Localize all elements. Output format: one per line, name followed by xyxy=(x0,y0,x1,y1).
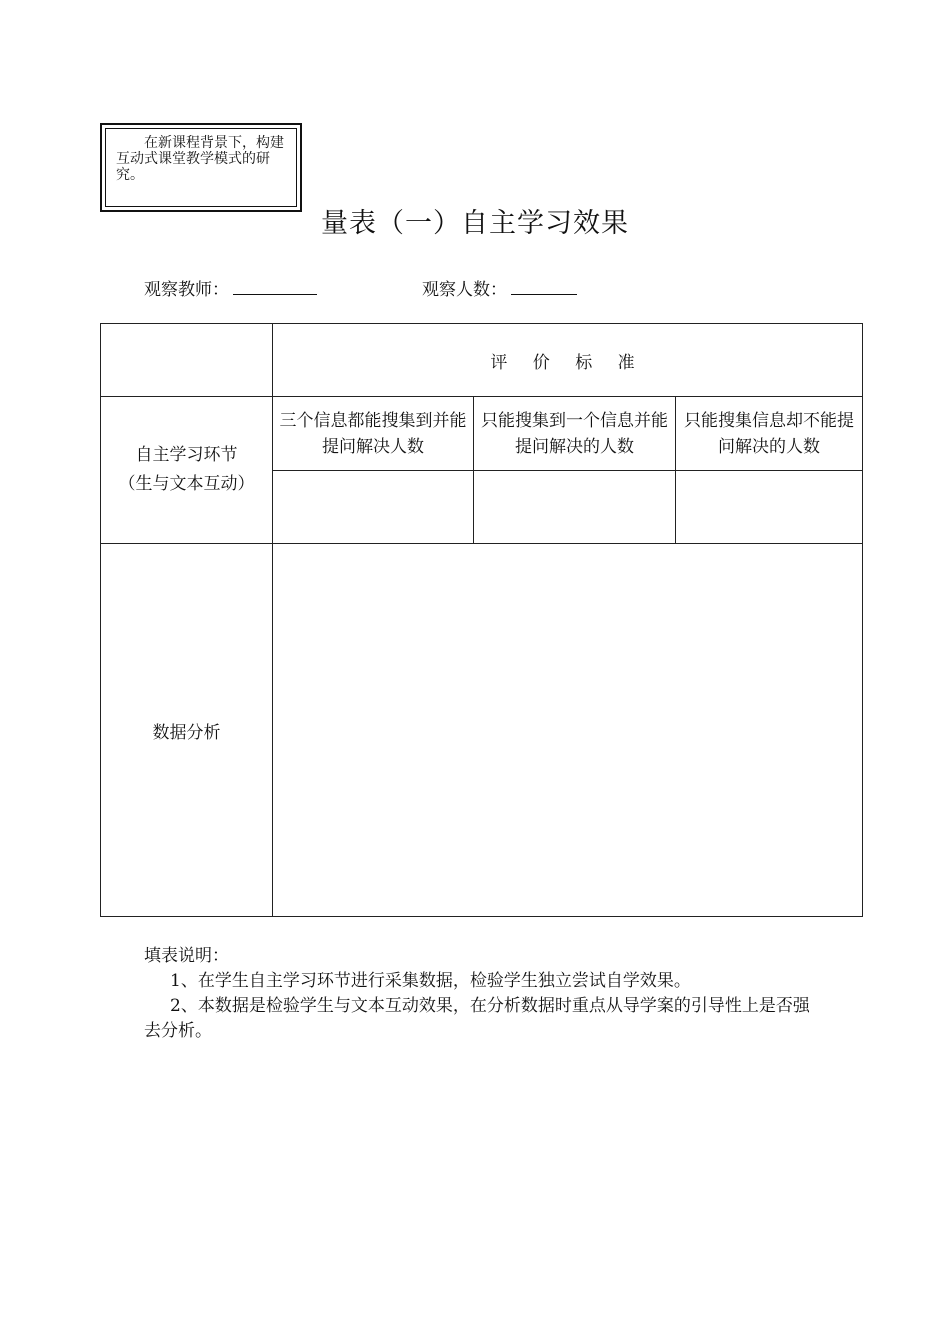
observer-count-blank[interactable] xyxy=(511,276,577,295)
stage-label-line2: （生与文本互动） xyxy=(118,474,255,494)
observer-count-label: 观察人数： xyxy=(422,280,507,300)
observer-teacher-blank[interactable] xyxy=(233,276,317,295)
filling-notes xyxy=(144,944,824,1044)
empty-corner-cell xyxy=(101,324,273,397)
topic-text: 在新课程背景下，构建互动式课堂教学模式的研究。 xyxy=(105,128,297,207)
analysis-cell[interactable] xyxy=(273,544,863,917)
criterion-1: 三个信息都能搜集到并能提问解决人数 xyxy=(273,397,474,471)
observer-teacher-field xyxy=(144,276,317,301)
analysis-label-cell: 数据分析 xyxy=(101,544,273,917)
stage-label-line1: 自主学习环节 xyxy=(135,445,238,465)
count-cell-2[interactable] xyxy=(474,471,676,544)
count-cell-1[interactable] xyxy=(273,471,474,544)
observer-count-field xyxy=(422,276,577,301)
note-item-1: 1、在学生自主学习环节进行采集数据，检验学生独立尝试自学效果。 xyxy=(170,971,691,991)
criteria-header: 评 价 标 准 xyxy=(273,324,863,397)
topic-box xyxy=(100,123,302,212)
evaluation-table xyxy=(100,323,863,917)
notes-heading: 填表说明： xyxy=(144,946,229,966)
stage-label-cell xyxy=(101,397,273,544)
note-item-2: 2、本数据是检验学生与文本互动效果，在分析数据时重点从导学案的引导性上是否强去分析。 xyxy=(144,996,810,1041)
page-title: 量表（一）自主学习效果 xyxy=(321,208,629,239)
observer-teacher-label: 观察教师： xyxy=(144,280,229,300)
criterion-3: 只能搜集信息却不能提问解决的人数 xyxy=(676,397,863,471)
criterion-2: 只能搜集到一个信息并能提问解决的人数 xyxy=(474,397,676,471)
count-cell-3[interactable] xyxy=(676,471,863,544)
